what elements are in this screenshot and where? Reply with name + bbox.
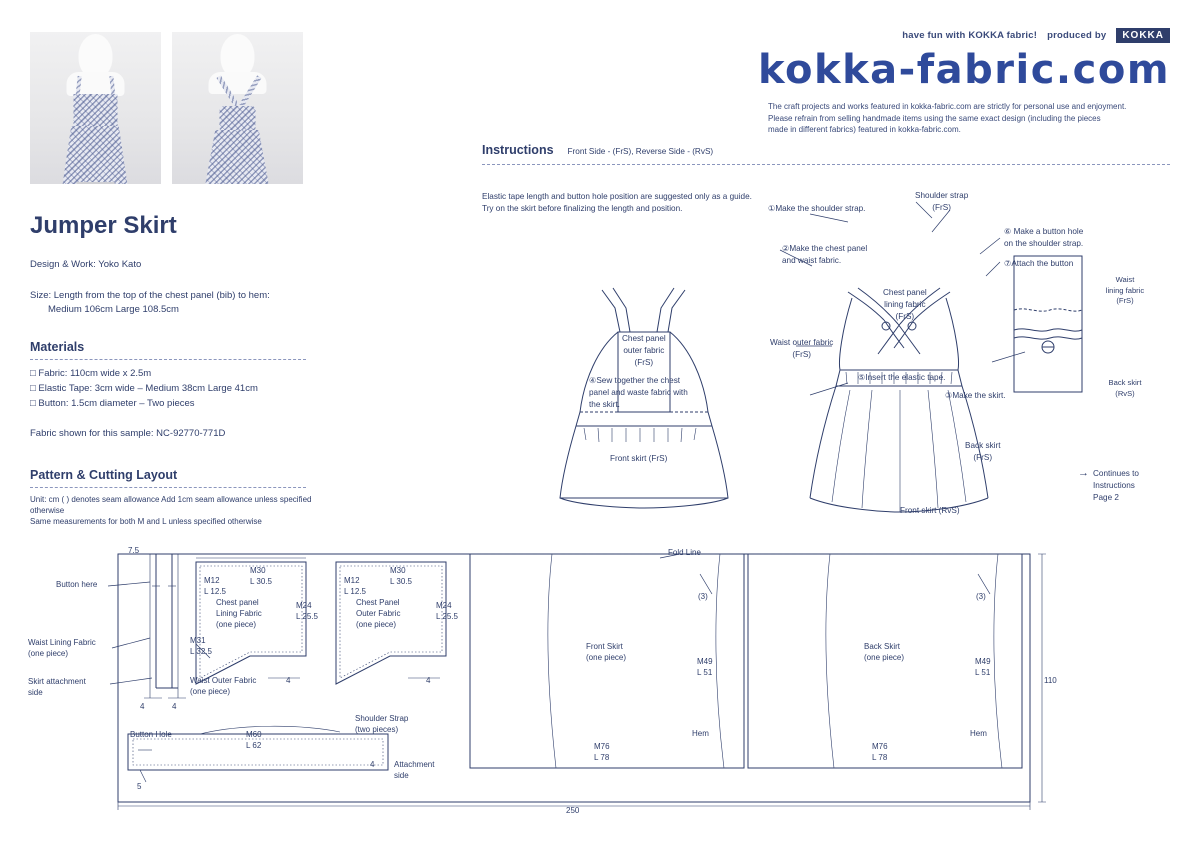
dim-7-5: 7.5 bbox=[128, 546, 140, 555]
label-line: M30 bbox=[250, 566, 266, 575]
label-line: Waist outer fabric bbox=[770, 338, 834, 347]
m30-label-right bbox=[390, 566, 412, 588]
label-line: Lining Fabric bbox=[216, 608, 262, 618]
unit-note-1: Unit: cm ( ) denotes seam allowance Add 1cm seam allowance unless specified otherwise bbox=[30, 495, 312, 515]
label-line: L 12.5 bbox=[204, 586, 226, 596]
dim-4-c: 4 bbox=[286, 676, 291, 685]
dim-4-a: 4 bbox=[140, 702, 145, 711]
step-5-text: ⑤Insert the elastic tape. bbox=[858, 373, 946, 382]
page-title: Jumper Skirt bbox=[30, 212, 177, 239]
label-line: M12 bbox=[204, 576, 220, 585]
label-line: M24 bbox=[436, 601, 452, 610]
instructions-note-1: Elastic tape length and button hole position are suggested only as a guide. bbox=[482, 191, 752, 201]
label-line: (RvS) bbox=[1115, 388, 1135, 398]
mannequin-legs bbox=[76, 182, 114, 184]
label-waist-outer bbox=[770, 337, 833, 361]
m76-label-back bbox=[872, 742, 888, 764]
mannequin-shoulders bbox=[66, 72, 124, 96]
dim-4-b: 4 bbox=[172, 702, 177, 711]
dim-5: 5 bbox=[137, 782, 142, 791]
label-line: Page 2 bbox=[1093, 492, 1119, 502]
label-line: (one piece) bbox=[190, 686, 231, 696]
m30-label-left bbox=[250, 566, 272, 588]
left-column bbox=[30, 212, 330, 527]
material-item: □ Button: 1.5cm diameter – Two pieces bbox=[30, 397, 195, 409]
label-line: (one piece) bbox=[864, 652, 905, 662]
instructions-note-2: Try on the skirt before finalizing the length and position. bbox=[482, 203, 683, 213]
m12-label-left bbox=[204, 576, 226, 598]
label-line: M31 bbox=[190, 636, 206, 645]
label-line: L 12.5 bbox=[344, 586, 366, 596]
mannequin-front bbox=[30, 32, 161, 184]
m24-label-left bbox=[296, 601, 318, 623]
instructions-divider bbox=[482, 164, 1170, 165]
label-line: (one piece) bbox=[28, 648, 69, 658]
label-line: lining fabric bbox=[1105, 285, 1145, 295]
label-line: M30 bbox=[390, 566, 406, 575]
skirt-attachment-label bbox=[28, 677, 128, 699]
front-skirt-piece-label bbox=[586, 642, 626, 664]
step-7-label bbox=[1004, 258, 1073, 270]
waist-lining-label bbox=[28, 638, 128, 660]
back-skirt-piece-label bbox=[864, 642, 904, 664]
materials-divider bbox=[30, 359, 306, 360]
diagram-detail-box bbox=[1014, 256, 1082, 392]
unit-note-2: Same measurements for both M and L unless specified otherwise bbox=[30, 516, 262, 526]
label-line: (FrS) bbox=[895, 311, 915, 321]
label-back-skirt-rvs bbox=[1092, 378, 1158, 399]
label-waist-lining bbox=[1092, 275, 1158, 307]
label-line: Continues to bbox=[1093, 469, 1139, 478]
label-front-skirt-frs: Front skirt (FrS) bbox=[610, 454, 668, 463]
material-label: Button: 1.5cm diameter – Two pieces bbox=[38, 397, 195, 409]
label-chest-outer bbox=[622, 333, 666, 369]
label-line: side bbox=[394, 770, 409, 780]
step-6-text-2: on the shoulder strap. bbox=[1004, 238, 1084, 248]
hem-label-back: Hem bbox=[970, 729, 987, 738]
label-line: Instructions bbox=[1093, 480, 1135, 490]
label-line: side bbox=[28, 687, 43, 697]
button-hole-label: Button Hole bbox=[130, 730, 172, 739]
dim-4-d: 4 bbox=[426, 676, 431, 685]
dress-skirt bbox=[62, 126, 128, 184]
paren3-front: (3) bbox=[698, 592, 708, 601]
step-1-label bbox=[768, 203, 865, 215]
label-line: Chest panel bbox=[883, 288, 927, 297]
continues-note bbox=[1078, 468, 1139, 504]
instructions-abbrev: Front Side - (FrS), Reverse Side - (RvS) bbox=[567, 147, 714, 156]
step-3-label bbox=[945, 390, 1006, 402]
dress-back-skirt bbox=[205, 130, 269, 184]
brand-wordmark: kokka-fabric.com bbox=[757, 47, 1170, 93]
label-line: (FrS) bbox=[973, 452, 993, 462]
dim-4-e: 4 bbox=[370, 760, 375, 769]
size-label: Size: Length from the top of the chest panel (bib) to hem: bbox=[30, 289, 270, 301]
label-line: L 62 bbox=[246, 740, 262, 750]
label-line: Chest panel bbox=[216, 598, 259, 607]
label-line: Outer Fabric bbox=[356, 608, 401, 618]
m24-label-right bbox=[436, 601, 458, 623]
arrow-right-icon: → bbox=[1078, 467, 1089, 479]
label-line: Skirt attachment bbox=[28, 677, 86, 686]
label-line: L 25.5 bbox=[296, 611, 318, 621]
mannequin-back bbox=[172, 32, 303, 184]
attachment-side-label bbox=[394, 760, 434, 782]
label-line: (two pieces) bbox=[355, 724, 399, 734]
m49-label-front bbox=[697, 657, 713, 679]
photo-front bbox=[30, 32, 161, 184]
material-label: Elastic Tape: 3cm wide – Medium 38cm Large 41cm bbox=[38, 382, 258, 394]
materials-title: Materials bbox=[30, 340, 85, 355]
label-line: L 30.5 bbox=[390, 576, 412, 586]
pattern-divider bbox=[30, 487, 306, 488]
label-line: L 78 bbox=[872, 752, 888, 762]
legal-line-2: Please refrain from selling handmade items using the same exact design (including the pieces bbox=[768, 113, 1101, 123]
label-line: (one piece) bbox=[586, 652, 627, 662]
instructions-title: Instructions bbox=[482, 143, 554, 157]
label-line: Back skirt bbox=[965, 441, 1001, 450]
m60-label bbox=[246, 730, 262, 752]
label-line: (FrS) bbox=[634, 357, 654, 367]
label-line: M60 bbox=[246, 730, 262, 739]
step-1-text: ①Make the shoulder strap. bbox=[768, 204, 866, 213]
label-line: Chest Panel bbox=[356, 598, 400, 607]
label-line: (FrS) bbox=[932, 202, 951, 212]
label-line: L 32.5 bbox=[190, 646, 212, 656]
label-line: Waist Outer Fabric bbox=[190, 676, 257, 685]
label-line: M12 bbox=[344, 576, 360, 585]
step-3-text: ③Make the skirt. bbox=[945, 391, 1006, 400]
kokka-logo-badge: KOKKA bbox=[1116, 28, 1170, 43]
design-credit: Design & Work: Yoko Kato bbox=[30, 259, 142, 270]
label-line: L 51 bbox=[697, 667, 713, 677]
photo-back bbox=[172, 32, 303, 184]
step-7-text: ⑦Attach the button bbox=[1004, 259, 1074, 268]
total-width-label: 250 bbox=[566, 806, 580, 815]
step-5-label bbox=[858, 372, 945, 384]
label-front-skirt-rvs: Front skirt (RvS) bbox=[900, 506, 960, 515]
label-line: M76 bbox=[594, 742, 610, 751]
label-line: Waist Lining Fabric bbox=[28, 638, 96, 647]
cutting-layout-diagram bbox=[0, 538, 1200, 838]
label-line: Chest panel bbox=[622, 334, 666, 343]
step-6-label bbox=[1004, 226, 1083, 250]
m49-label-back bbox=[975, 657, 991, 679]
chest-lining-piece-label bbox=[216, 598, 262, 630]
step-4-text-1: ④Sew together the chest bbox=[589, 376, 681, 385]
legal-line-1: The craft projects and works featured in kokka-fabric.com are strictly for personal use and enjoyment. bbox=[768, 102, 1127, 111]
paren3-back: (3) bbox=[976, 592, 986, 601]
step-2-text-1: ②Make the chest panel bbox=[782, 244, 868, 253]
dress-bodice bbox=[73, 94, 117, 128]
label-line: L 51 bbox=[975, 667, 991, 677]
label-line: Shoulder strap bbox=[915, 191, 969, 200]
label-line: Back Skirt bbox=[864, 642, 901, 651]
size-values: Medium 106cm Large 108.5cm bbox=[48, 304, 179, 316]
label-line: L 78 bbox=[594, 752, 610, 762]
header-block bbox=[700, 28, 1170, 136]
m76-label-front bbox=[594, 742, 610, 764]
total-height-label: 110 bbox=[1044, 676, 1057, 685]
legal-line-3: made in different fabrics) featured in kokka-fabric.com. bbox=[768, 125, 961, 135]
label-line: Attachment bbox=[394, 760, 435, 769]
label-line: L 30.5 bbox=[250, 576, 272, 586]
dress-back-bodice bbox=[219, 106, 255, 132]
step-4-text-3: the skirt. bbox=[589, 399, 620, 409]
m12-label-right bbox=[344, 576, 366, 598]
shoulder-strap-piece-label bbox=[355, 714, 408, 736]
fabric-sample-note: Fabric shown for this sample: NC-92770-771D bbox=[30, 428, 226, 440]
fold-line-label: Fold Line bbox=[668, 548, 701, 557]
step-4-label bbox=[589, 375, 688, 411]
label-line: M76 bbox=[872, 742, 888, 751]
material-item: □ Elastic Tape: 3cm wide – Medium 38cm Large 41cm bbox=[30, 382, 258, 394]
m31-label bbox=[190, 636, 212, 658]
step-6-text-1: ⑥ Make a button hole bbox=[1004, 227, 1084, 236]
label-line: outer fabric bbox=[623, 345, 665, 355]
step-2-text-2: and waist fabric. bbox=[782, 255, 842, 265]
label-line: M49 bbox=[975, 657, 991, 666]
material-item: □ Fabric: 110cm wide x 2.5m bbox=[30, 368, 152, 380]
label-line: Front Skirt bbox=[586, 642, 623, 651]
label-chest-lining bbox=[883, 287, 927, 323]
label-line: L 25.5 bbox=[436, 611, 458, 621]
label-line: Shoulder Strap bbox=[355, 714, 409, 723]
label-line: M24 bbox=[296, 601, 312, 610]
label-shoulder-strap bbox=[915, 190, 968, 214]
label-line: lining fabric bbox=[884, 299, 926, 309]
waist-outer-label bbox=[190, 676, 300, 698]
step-2-label bbox=[782, 243, 867, 267]
hem-label-front: Hem bbox=[692, 729, 709, 738]
button-here-label: Button here bbox=[56, 580, 98, 589]
chest-outer-piece-label bbox=[356, 598, 400, 630]
label-line: (one piece) bbox=[356, 619, 397, 629]
header-tagline: have fun with KOKKA fabric! bbox=[902, 30, 1038, 41]
material-label: Fabric: 110cm wide x 2.5m bbox=[38, 368, 152, 380]
header-produced-by: produced by bbox=[1047, 30, 1107, 41]
label-line: (one piece) bbox=[216, 619, 257, 629]
pattern-layout-title: Pattern & Cutting Layout bbox=[30, 468, 178, 483]
label-line: (FrS) bbox=[792, 349, 812, 359]
label-back-skirt-frs bbox=[965, 440, 1001, 464]
step-4-text-2: panel and waste fabric with bbox=[589, 387, 688, 397]
label-line: M49 bbox=[697, 657, 713, 666]
label-line: Waist bbox=[1115, 275, 1135, 284]
label-line: (FrS) bbox=[1116, 296, 1134, 306]
label-line: Back skirt bbox=[1108, 378, 1142, 387]
